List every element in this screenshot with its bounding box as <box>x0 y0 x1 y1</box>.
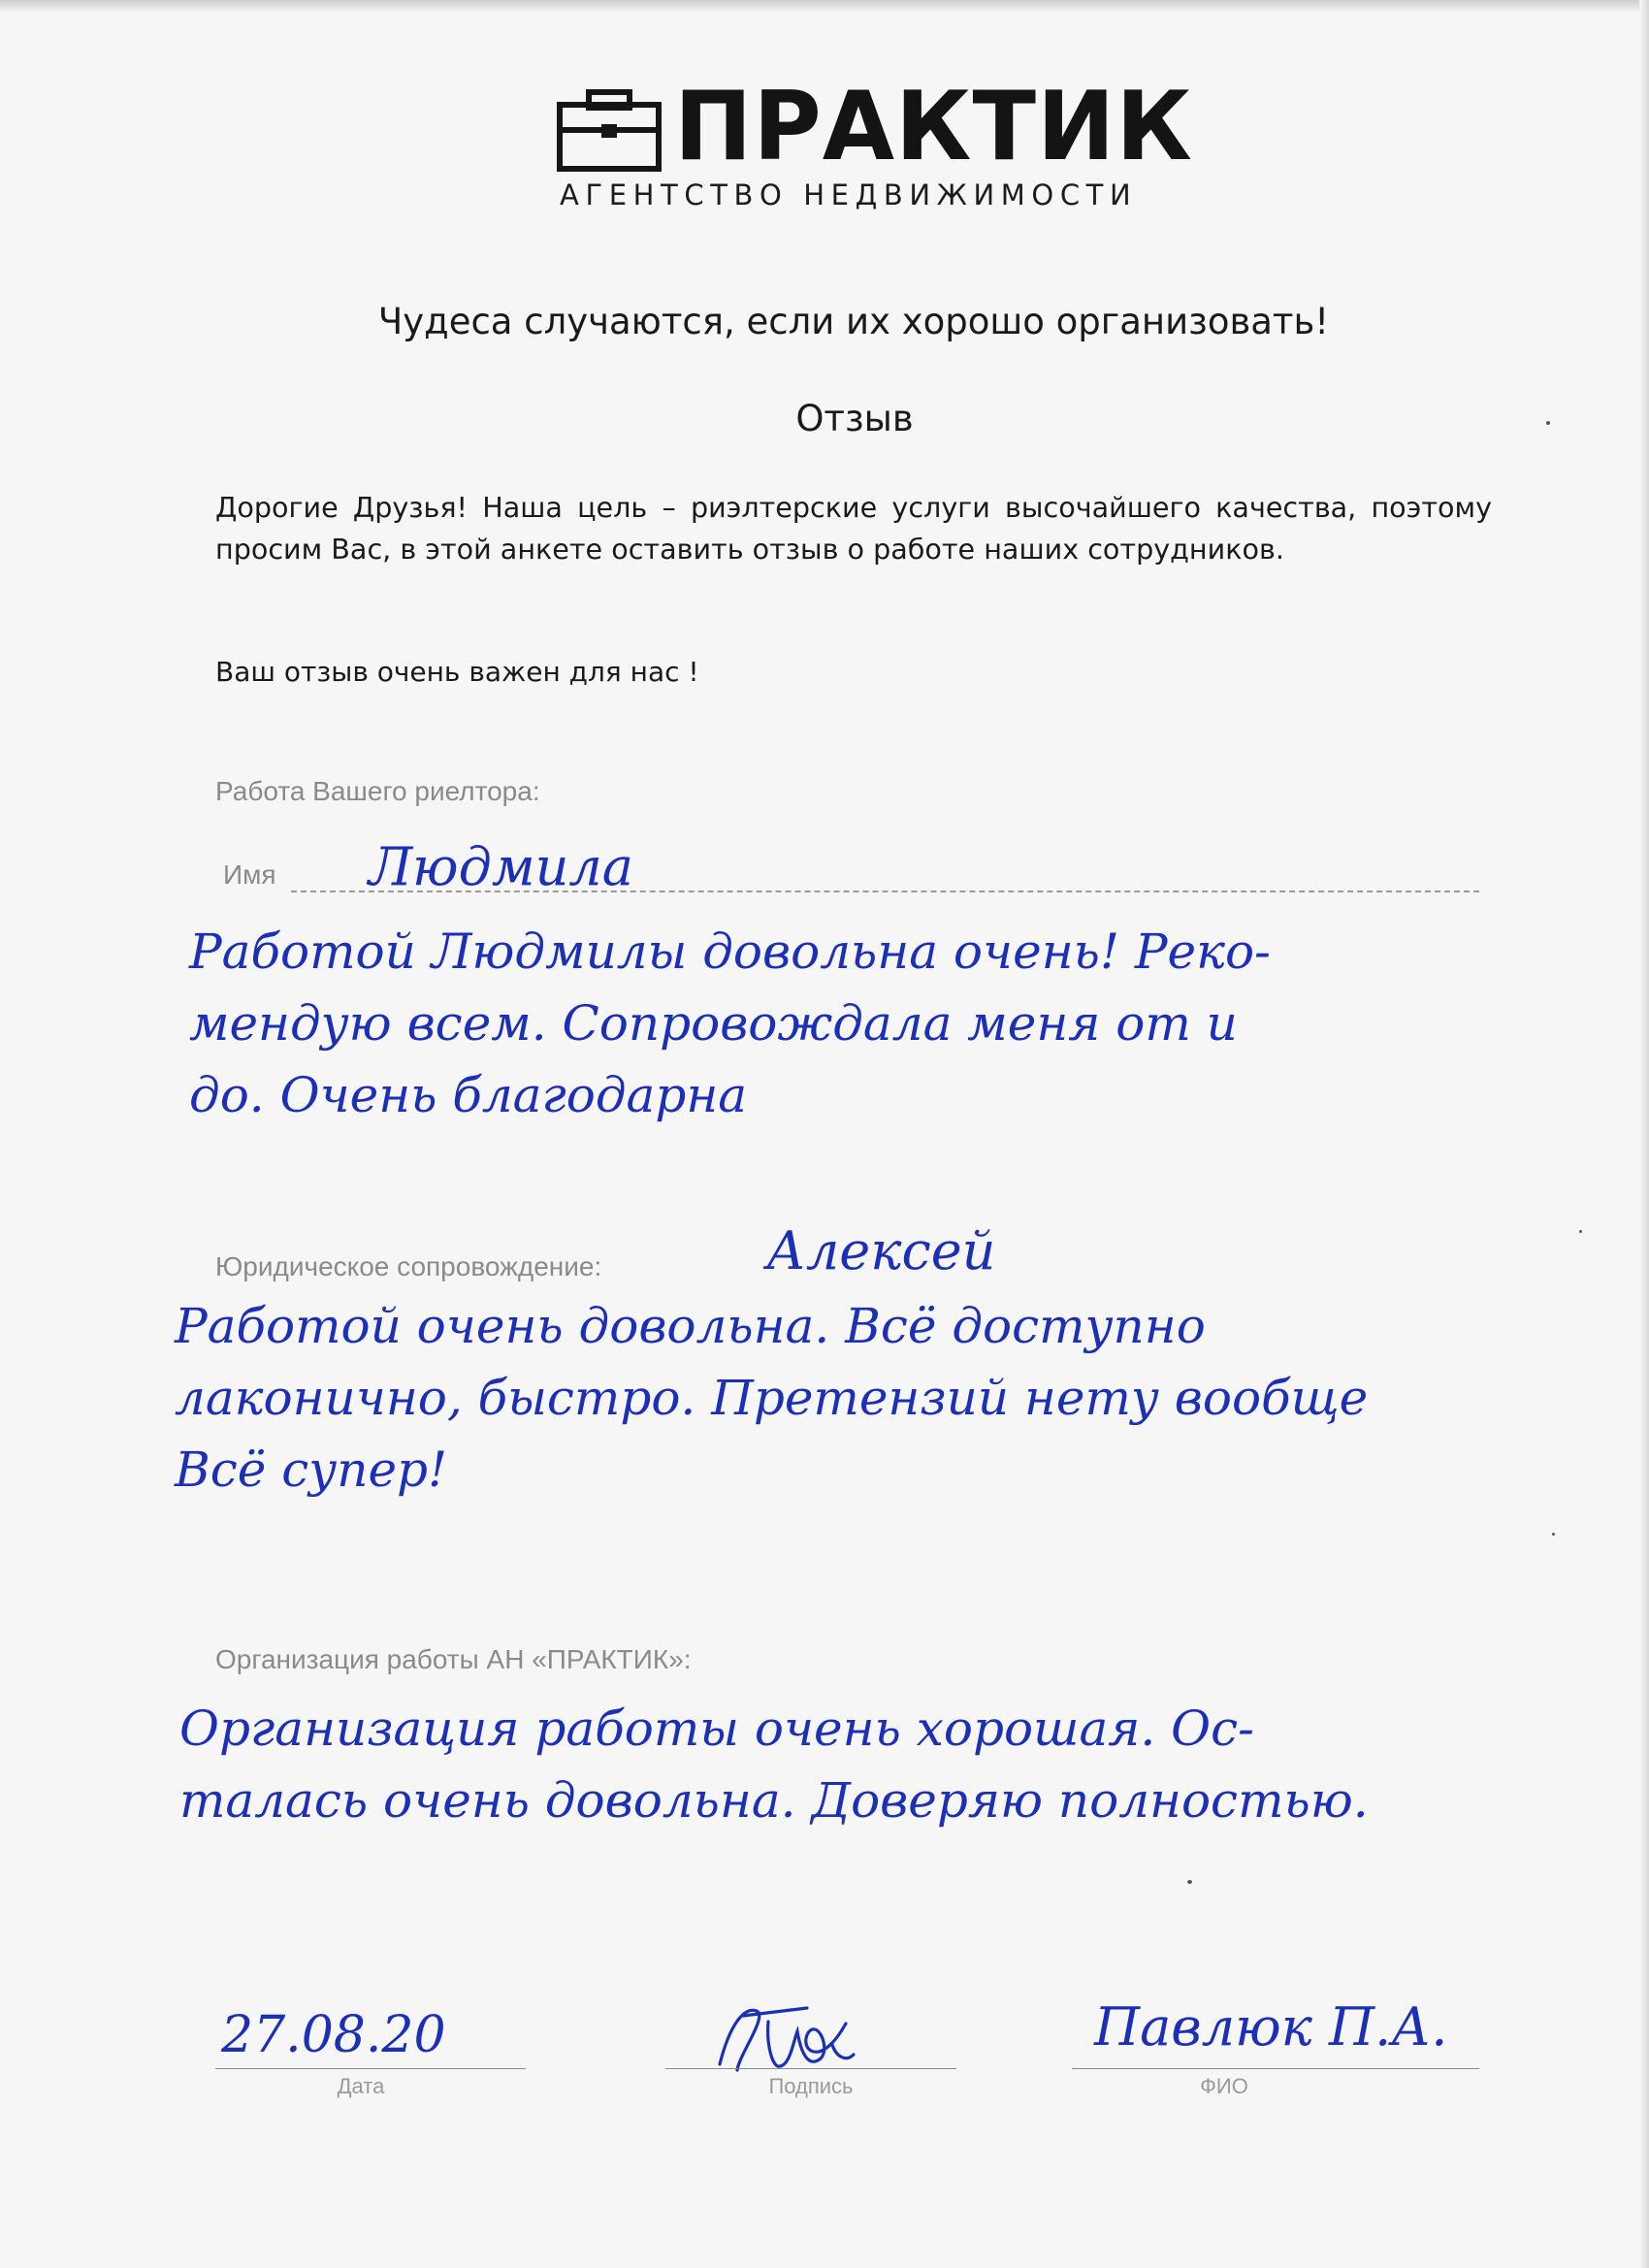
important-note: Ваш отзыв очень важен для нас ! <box>215 656 699 688</box>
fio-line <box>1072 2068 1479 2069</box>
name-label: Имя <box>223 859 276 890</box>
page-title: Отзыв <box>795 398 914 439</box>
logo-name: ПРАКТИК <box>674 72 1193 182</box>
scan-speck <box>1546 421 1550 425</box>
signature-caption: Подпись <box>768 2074 854 2098</box>
fio-value: Павлюк П.А. <box>1094 1996 1448 2057</box>
legal-section-label: Юридическое сопровождение: <box>215 1251 602 1281</box>
realtor-name-value: Людмила <box>369 836 633 897</box>
realtor-section-label: Работа Вашего риелтора: <box>215 776 540 806</box>
scan-edge-top <box>0 0 1649 14</box>
realtor-review: Работой Людмилы довольна очень! Реко- мендую всем. Сопровождала меня от и до. Очень благодарна <box>189 923 1271 1123</box>
legal-name-value: Алексей <box>766 1220 996 1281</box>
fio-caption: ФИО <box>1200 2074 1248 2098</box>
date-value: 27.08.20 <box>221 2006 446 2064</box>
logo-subtitle: АГЕНТСТВО НЕДВИЖИМОСТИ <box>560 178 1138 211</box>
briefcase-icon <box>556 89 663 173</box>
scan-speck <box>1552 1533 1555 1536</box>
organization-review: Организация работы очень хорошая. Ос- талась очень довольна. Доверяю полностью. <box>179 1701 1369 1829</box>
intro-text: Дорогие Друзья! Наша цель – риэлтерские услуги высочайшего качества, поэтому просим Вас, в этой анкете оставить отзыв о работе наших сотрудников. <box>215 491 1492 566</box>
date-line <box>215 2068 526 2069</box>
slogan: Чудеса случаются, если их хорошо организовать! <box>377 301 1330 342</box>
signature-scribble <box>700 1987 875 2084</box>
date-caption: Дата <box>337 2074 385 2098</box>
organization-section-label: Организация работы АН «ПРАКТИК»: <box>215 1644 692 1674</box>
scan-speck <box>1187 1880 1192 1884</box>
scan-speck <box>1579 1230 1582 1233</box>
legal-review: Работой очень довольна. Всё доступно лаконично, быстро. Претензий нету вообще Всё супер! <box>175 1298 1369 1498</box>
signature-line <box>665 2068 956 2069</box>
company-logo <box>556 72 1193 221</box>
